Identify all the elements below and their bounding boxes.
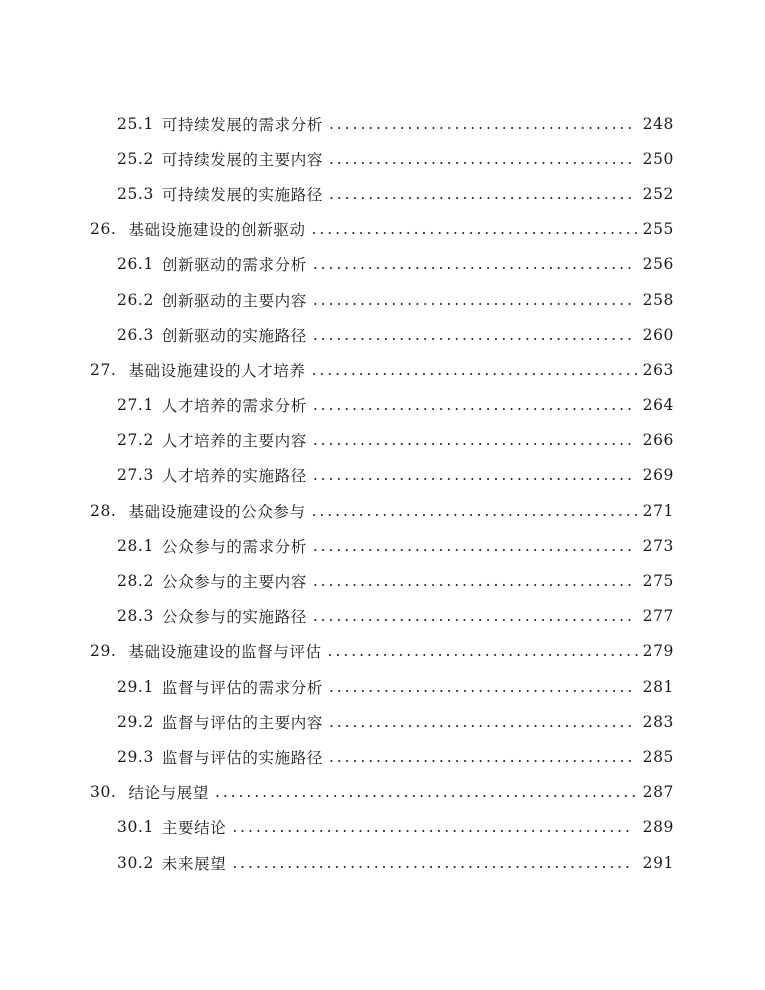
toc-entry[interactable] [0, 669, 765, 704]
toc-entry[interactable] [0, 176, 765, 211]
toc-entry[interactable] [0, 423, 765, 458]
toc-entry-number: 29.2 [117, 712, 154, 731]
toc-entry-number: 27.1 [117, 396, 154, 415]
toc-entry-page: 252 [642, 184, 674, 203]
toc-entry[interactable] [0, 528, 765, 563]
toc-entry-number: 26.1 [117, 255, 154, 274]
toc-chapter-title: 基础设施建设的公众参与 [128, 502, 306, 521]
toc-chapter-title: 基础设施建设的人才培养 [128, 361, 306, 380]
dot-leader [329, 678, 631, 696]
toc-entry-number: 28.1 [117, 536, 154, 555]
table-of-contents [0, 106, 765, 880]
toc-entry[interactable] [0, 810, 765, 845]
toc-entry-title: 可持续发展的主要内容 [161, 150, 323, 169]
toc-entry-title: 人才培养的需求分析 [161, 397, 307, 416]
toc-entry-page: 256 [642, 255, 674, 274]
toc-entry-number: 25.2 [117, 149, 154, 168]
dot-leader [329, 115, 631, 133]
toc-chapter-number: 30. [90, 783, 117, 802]
toc-entry[interactable] [0, 563, 765, 598]
toc-chapter-title: 基础设施建设的监督与评估 [128, 643, 322, 662]
toc-entry-page: 275 [642, 572, 674, 591]
toc-entry-page: 273 [642, 536, 674, 555]
toc-entry-page: 250 [642, 149, 674, 168]
toc-entry[interactable] [0, 704, 765, 739]
toc-entry-number: 25.3 [117, 184, 154, 203]
toc-entry-page: 269 [642, 466, 674, 485]
toc-entry[interactable] [0, 282, 765, 317]
toc-entry-title: 创新驱动的需求分析 [161, 256, 307, 275]
dot-leader [313, 572, 631, 590]
toc-entry-title: 监督与评估的需求分析 [161, 678, 323, 697]
toc-entry-title: 人才培养的实施路径 [161, 467, 307, 486]
toc-chapter-title: 结论与展望 [128, 784, 209, 803]
toc-entry-title: 创新驱动的实施路径 [161, 326, 307, 345]
toc-entry-page: 248 [642, 114, 674, 133]
toc-entry[interactable] [0, 247, 765, 282]
toc-entry[interactable] [0, 599, 765, 634]
toc-entry-page: 266 [642, 431, 674, 450]
toc-entry-title: 人才培养的主要内容 [161, 432, 307, 451]
toc-entry-page: 281 [642, 677, 674, 696]
toc-entry[interactable] [0, 388, 765, 423]
toc-entry-number: 30.1 [117, 818, 154, 837]
toc-entry-title: 未来展望 [161, 854, 227, 873]
dot-leader [329, 150, 631, 168]
dot-leader [215, 783, 639, 801]
toc-chapter-page: 255 [642, 220, 674, 239]
toc-entry-title: 监督与评估的主要内容 [161, 713, 323, 732]
toc-chapter[interactable] [0, 634, 765, 669]
dot-leader [313, 607, 631, 625]
toc-entry-number: 27.3 [117, 466, 154, 485]
toc-chapter-page: 263 [642, 360, 674, 379]
toc-entry-title: 公众参与的实施路径 [161, 608, 307, 627]
toc-chapter-title: 基础设施建设的创新驱动 [128, 221, 306, 240]
toc-chapter-page: 287 [642, 783, 674, 802]
dot-leader [232, 818, 630, 836]
toc-entry-page: 291 [642, 853, 674, 872]
dot-leader [313, 431, 631, 449]
dot-leader [329, 185, 631, 203]
toc-entry-title: 可持续发展的需求分析 [161, 115, 323, 134]
toc-entry-number: 28.2 [117, 572, 154, 591]
toc-entry-number: 27.2 [117, 431, 154, 450]
toc-entry-page: 285 [642, 747, 674, 766]
dot-leader [312, 361, 639, 379]
toc-chapter-number: 28. [90, 501, 117, 520]
dot-leader [313, 326, 631, 344]
toc-entry[interactable] [0, 106, 765, 141]
toc-entry-page: 260 [642, 325, 674, 344]
toc-entry-number: 25.1 [117, 114, 154, 133]
dot-leader [313, 255, 631, 273]
toc-entry-page: 277 [642, 607, 674, 626]
toc-entry-number: 26.3 [117, 325, 154, 344]
toc-entry-title: 可持续发展的实施路径 [161, 185, 323, 204]
dot-leader [313, 396, 631, 414]
toc-entry-title: 主要结论 [161, 819, 227, 838]
dot-leader [312, 502, 639, 520]
dot-leader [328, 642, 639, 660]
dot-leader [329, 713, 631, 731]
dot-leader [329, 748, 631, 766]
toc-entry[interactable] [0, 317, 765, 352]
toc-chapter-number: 29. [90, 642, 117, 661]
dot-leader [313, 291, 631, 309]
toc-chapter[interactable] [0, 493, 765, 528]
toc-entry-number: 29.1 [117, 677, 154, 696]
dot-leader [232, 854, 630, 872]
toc-entry[interactable] [0, 739, 765, 774]
toc-entry-number: 26.2 [117, 290, 154, 309]
toc-entry-title: 创新驱动的主要内容 [161, 291, 307, 310]
toc-chapter-page: 279 [642, 642, 674, 661]
toc-chapter[interactable] [0, 212, 765, 247]
toc-chapter-number: 27. [90, 360, 117, 379]
toc-chapter[interactable] [0, 352, 765, 387]
toc-entry-number: 30.2 [117, 853, 154, 872]
dot-leader [313, 537, 631, 555]
dot-leader [312, 220, 639, 238]
toc-entry[interactable] [0, 141, 765, 176]
toc-chapter-number: 26. [90, 220, 117, 239]
dot-leader [313, 466, 631, 484]
toc-entry-page: 264 [642, 396, 674, 415]
toc-entry[interactable] [0, 458, 765, 493]
toc-chapter[interactable] [0, 775, 765, 810]
toc-entry-title: 监督与评估的实施路径 [161, 748, 323, 767]
toc-entry-page: 283 [642, 712, 674, 731]
toc-entry-page: 258 [642, 290, 674, 309]
toc-entry[interactable] [0, 845, 765, 880]
toc-entry-number: 29.3 [117, 747, 154, 766]
toc-entry-number: 28.3 [117, 607, 154, 626]
toc-entry-page: 289 [642, 818, 674, 837]
toc-entry-title: 公众参与的主要内容 [161, 573, 307, 592]
toc-entry-title: 公众参与的需求分析 [161, 537, 307, 556]
toc-chapter-page: 271 [642, 501, 674, 520]
